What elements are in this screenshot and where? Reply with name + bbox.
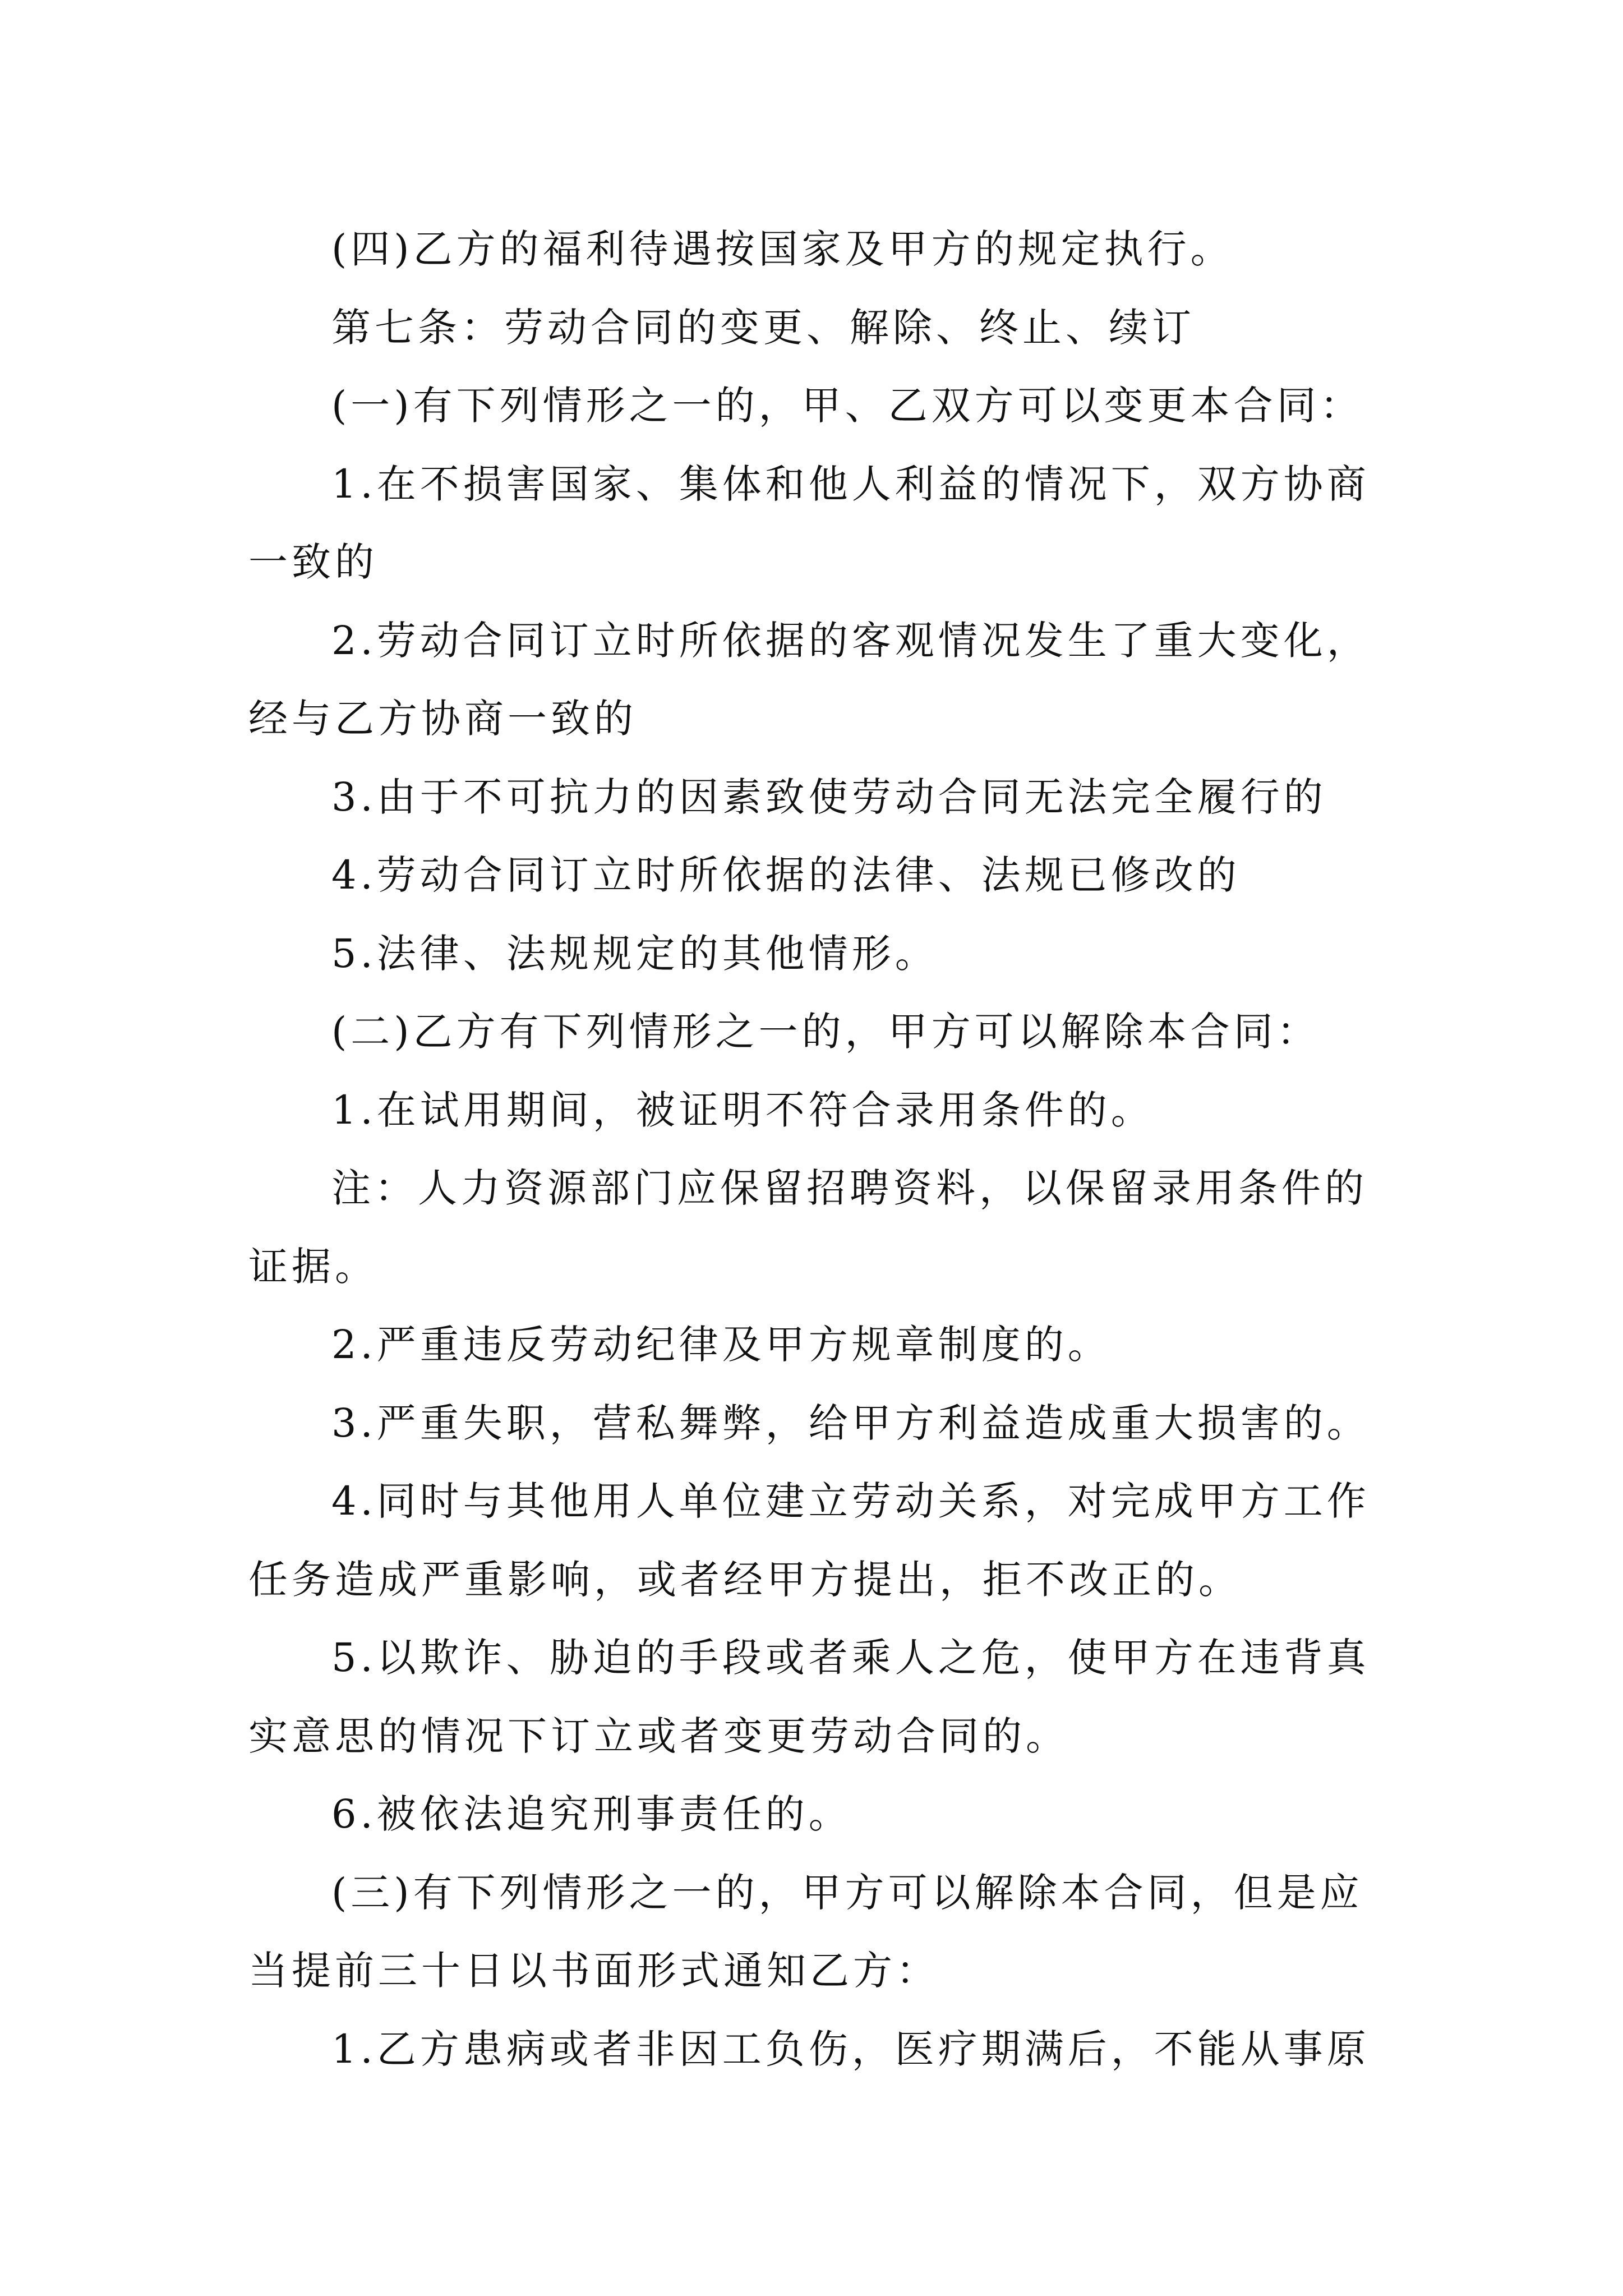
list-item: 2.劳动合同订立时所依据的客观情况发生了重大变化，经与乙方协商一致的 xyxy=(248,617,1370,742)
list-item: 1.乙方患病或者非因工负伤，医疗期满后，不能从事原 xyxy=(331,2026,1370,2072)
paragraph-dismissal-conditions: (二)乙方有下列情形之一的，甲方可以解除本合同： xyxy=(331,1009,1320,1055)
list-item: 4.劳动合同订立时所依据的法律、法规已修改的 xyxy=(331,852,1241,898)
list-item: 1.在不损害国家、集体和他人利益的情况下，双方协商一致的 xyxy=(248,461,1370,585)
list-item: 6.被依法追究刑事责任的。 xyxy=(331,1791,852,1837)
list-item: 5.法律、法规规定的其他情形。 xyxy=(331,930,938,977)
article-seven-heading: 第七条：劳动合同的变更、解除、终止、续订 xyxy=(331,304,1195,351)
paragraph-welfare: (四)乙方的福利待遇按国家及甲方的规定执行。 xyxy=(331,226,1234,272)
note-paragraph: 注：人力资源部门应保留招聘资料，以保留录用条件的证据。 xyxy=(248,1165,1368,1290)
paragraph-change-conditions: (一)有下列情形之一的，甲、乙双方可以变更本合同： xyxy=(331,383,1363,429)
document-body xyxy=(248,210,1393,2088)
list-item: 3.由于不可抗力的因素致使劳动合同无法完全履行的 xyxy=(331,774,1327,820)
list-item: 4.同时与其他用人单位建立劳动关系，对完成甲方工作任务造成严重影响，或者经甲方提出，拒不改正的。 xyxy=(248,1478,1370,1603)
list-item: 2.严重违反劳动纪律及甲方规章制度的。 xyxy=(331,1322,1111,1368)
list-item: 3.严重失职，营私舞弊，给甲方利益造成重大损害的。 xyxy=(331,1400,1370,1446)
paragraph-notice-dismissal: (三)有下列情形之一的，甲方可以解除本合同，但是应当提前三十日以书面形式通知乙方： xyxy=(248,1869,1363,1994)
list-item: 5.以欺诈、胁迫的手段或者乘人之危，使甲方在违背真实意思的情况下订立或者变更劳动合同的。 xyxy=(248,1635,1370,1759)
list-item: 1.在试用期间，被证明不符合录用条件的。 xyxy=(331,1087,1154,1133)
